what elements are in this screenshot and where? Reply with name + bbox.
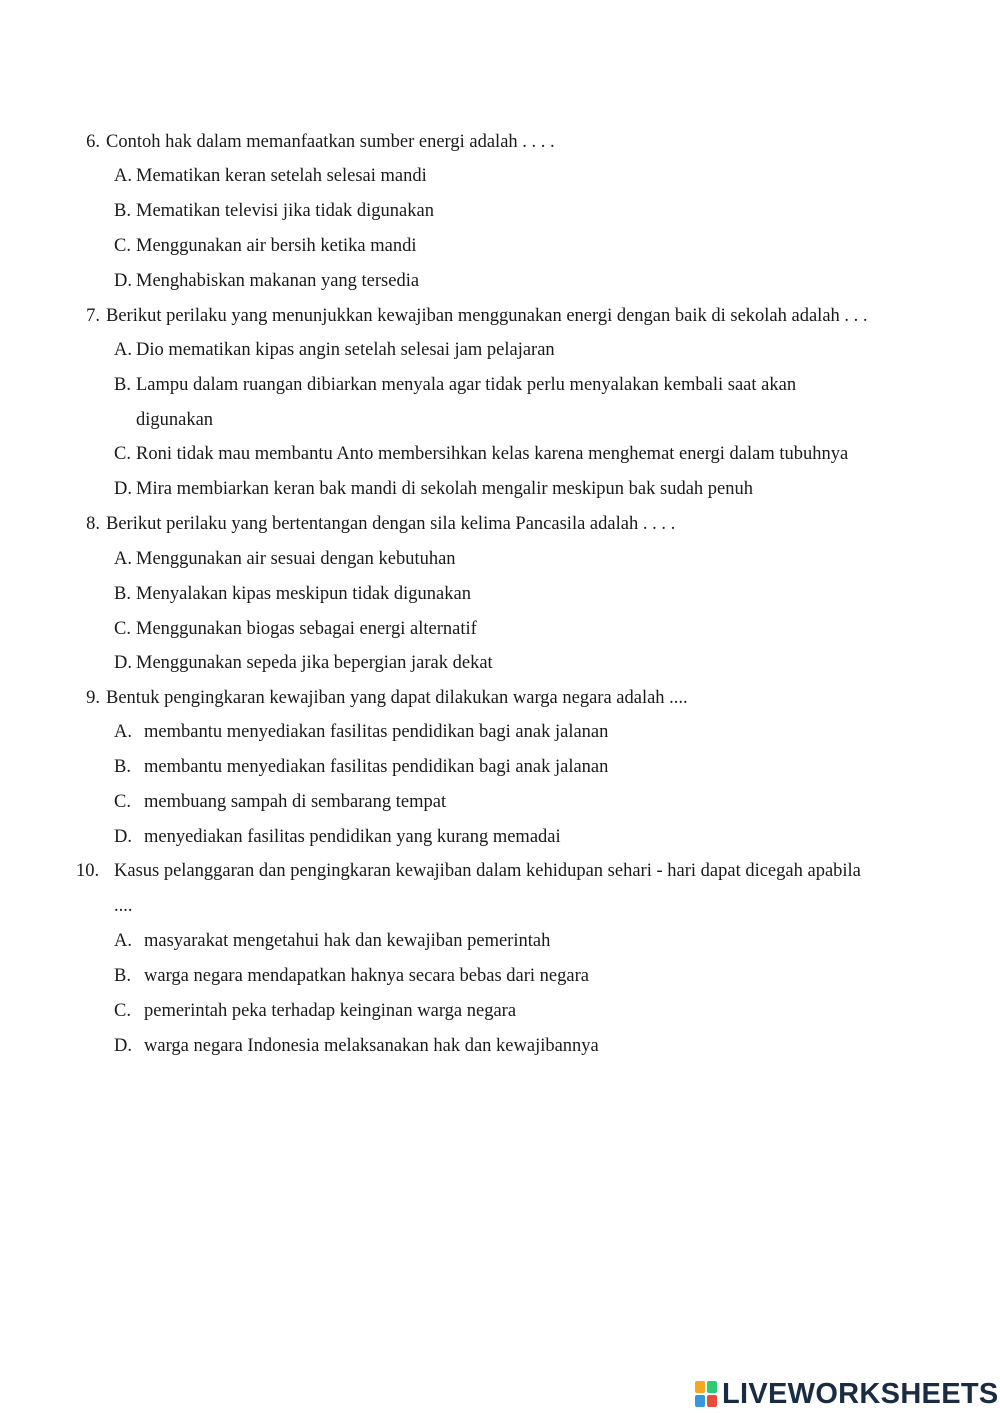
q7-option-d-letter: D. xyxy=(114,479,132,499)
q7-option-a-letter: A. xyxy=(114,340,132,360)
q9-option-b-letter: B. xyxy=(114,757,131,777)
q9-option-a-letter: A. xyxy=(114,722,132,742)
q7-option-a-text: Dio mematikan kipas angin setelah selesai jam pelajaran xyxy=(136,340,555,360)
q9-option-c-text: membuang sampah di sembarang tempat xyxy=(144,792,447,812)
q8-option-b-letter: B. xyxy=(114,584,131,604)
q7-option-c-text: Roni tidak mau membantu Anto membersihkan kelas karena menghemat energi dalam tubuhnya xyxy=(136,444,849,464)
question-6-number: 6. xyxy=(86,132,100,152)
question-9-text: Bentuk pengingkaran kewajiban yang dapat dilakukan warga negara adalah .... xyxy=(106,688,688,708)
q9-option-d-letter: D. xyxy=(114,827,132,847)
q10-option-c-letter: C. xyxy=(114,1001,131,1021)
q9-option-b-text: membantu menyediakan fasilitas pendidikan bagi anak jalanan xyxy=(144,757,609,777)
question-10-text: Kasus pelanggaran dan pengingkaran kewajiban dalam kehidupan sehari - hari dapat dicegah apabila xyxy=(114,861,861,881)
question-9-number: 9. xyxy=(86,688,100,708)
question-7-text: Berikut perilaku yang menunjukkan kewajiban menggunakan energi dengan baik di sekolah adalah . . . xyxy=(106,306,868,326)
liveworksheets-logo-text: LIVEWORKSHEETS xyxy=(722,1377,999,1410)
q7-option-d-text: Mira membiarkan keran bak mandi di sekolah mengalir meskipun bak sudah penuh xyxy=(136,479,754,499)
q8-option-a-letter: A. xyxy=(114,549,132,569)
logo-square-4 xyxy=(707,1395,717,1407)
q6-option-a-text: Mematikan keran setelah selesai mandi xyxy=(136,166,427,186)
q10-option-b-text: warga negara mendapatkan haknya secara bebas dari negara xyxy=(144,966,589,986)
q6-option-b-letter: B. xyxy=(114,201,131,221)
q6-option-b-text: Mematikan televisi jika tidak digunakan xyxy=(136,201,434,221)
q8-option-b-text: Menyalakan kipas meskipun tidak digunakan xyxy=(136,584,471,604)
q8-option-a-text: Menggunakan air sesuai dengan kebutuhan xyxy=(136,549,456,569)
question-10-number: 10. xyxy=(76,861,100,881)
q10-option-b-letter: B. xyxy=(114,966,131,986)
question-8-text: Berikut perilaku yang bertentangan dengan sila kelima Pancasila adalah . . . . xyxy=(106,514,676,534)
q8-option-c-text: Menggunakan biogas sebagai energi alternatif xyxy=(136,619,477,639)
q6-option-a-letter: A. xyxy=(114,166,132,186)
q6-option-d-letter: D. xyxy=(114,271,132,291)
q6-option-c-text: Menggunakan air bersih ketika mandi xyxy=(136,236,417,256)
q10-option-a-letter: A. xyxy=(114,931,132,951)
liveworksheets-logo-icon xyxy=(695,1380,719,1408)
q6-option-d-text: Menghabiskan makanan yang tersedia xyxy=(136,271,420,291)
logo-square-2 xyxy=(707,1381,717,1393)
q10-option-d-letter: D. xyxy=(114,1036,132,1056)
question-7-number: 7. xyxy=(86,306,100,326)
q9-option-a-text: membantu menyediakan fasilitas pendidikan bagi anak jalanan xyxy=(144,722,609,742)
question-10-text-continued: .... xyxy=(114,896,133,916)
q8-option-d-letter: D. xyxy=(114,653,132,673)
q7-option-b-letter: B. xyxy=(114,375,131,395)
q8-option-d-text: Menggunakan sepeda jika bepergian jarak dekat xyxy=(136,653,493,673)
q9-option-c-letter: C. xyxy=(114,792,131,812)
question-8-number: 8. xyxy=(86,514,100,534)
logo-square-1 xyxy=(695,1381,705,1393)
q9-option-d-text: menyediakan fasilitas pendidikan yang kurang memadai xyxy=(144,827,561,847)
q10-option-d-text: warga negara Indonesia melaksanakan hak dan kewajibannya xyxy=(144,1036,599,1056)
q7-option-b-text: Lampu dalam ruangan dibiarkan menyala agar tidak perlu menyalakan kembali saat akan xyxy=(136,375,797,395)
logo-square-3 xyxy=(695,1395,705,1407)
q10-option-c-text: pemerintah peka terhadap keinginan warga negara xyxy=(144,1001,517,1021)
liveworksheets-logo[interactable] xyxy=(695,1376,999,1412)
question-6-text: Contoh hak dalam memanfaatkan sumber energi adalah . . . . xyxy=(106,132,555,152)
q7-option-c-letter: C. xyxy=(114,444,131,464)
q7-option-b-text-continued: digunakan xyxy=(136,410,214,430)
q10-option-a-text: masyarakat mengetahui hak dan kewajiban pemerintah xyxy=(144,931,551,951)
q8-option-c-letter: C. xyxy=(114,619,131,639)
q6-option-c-letter: C. xyxy=(114,236,131,256)
